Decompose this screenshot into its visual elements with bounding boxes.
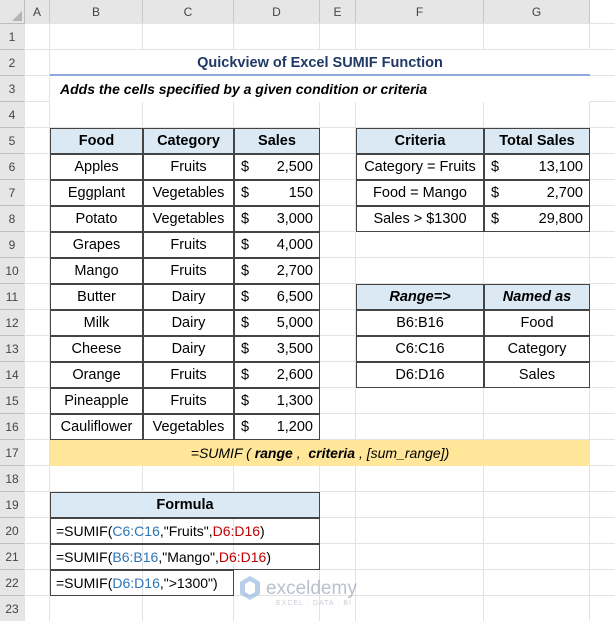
exceldemy-logo-icon [236,572,386,608]
formula-token: D6:D16 [218,549,267,565]
watermark-brand: exceldemy [266,578,357,599]
formula-token: ,"Mango", [158,549,219,565]
syntax-range: range [254,445,293,461]
syntax-sum-range: [sum_range]) [366,445,450,461]
gridline [25,23,615,24]
row-header-9[interactable]: 9 [0,232,25,258]
formula-cell[interactable] [50,518,320,544]
row-header-23[interactable]: 23 [0,596,25,621]
food-cell[interactable]: Apples [50,154,143,180]
formula-cell[interactable] [50,544,320,570]
page-title: Quickview of Excel SUMIF Function [50,50,590,76]
sales-cell[interactable] [234,362,320,388]
sales-cell[interactable] [234,284,320,310]
food-cell[interactable]: Cauliflower [50,414,143,440]
range-table-header[interactable]: Range=> [356,284,484,310]
column-header-e[interactable]: E [320,0,356,24]
row-header-8[interactable]: 8 [0,206,25,232]
gridline [24,24,25,621]
category-cell[interactable]: Fruits [143,258,234,284]
category-cell[interactable]: Fruits [143,154,234,180]
row-header-2[interactable]: 2 [0,50,25,76]
formula-token: =SUMIF( [56,549,113,565]
formula-token: =SUMIF( [56,523,113,539]
sales-value: 150 [288,185,313,201]
row-header-16[interactable]: 16 [0,414,25,440]
sales-cell[interactable] [234,180,320,206]
food-table-header-category[interactable]: Category [143,128,234,154]
named-as-cell[interactable]: Category [484,336,590,362]
currency-symbol: $ [241,211,250,227]
formula-token: C6:C16 [112,523,160,539]
column-header-d[interactable]: D [234,0,320,24]
total-value: 13,100 [538,159,583,175]
currency-symbol: $ [491,159,500,175]
formula-token: D6:D16 [212,523,261,539]
sales-value: 2,700 [276,263,313,279]
range-table-header[interactable]: Named as [484,284,590,310]
sales-cell[interactable] [234,310,320,336]
currency-symbol: $ [241,263,250,279]
category-cell[interactable]: Fruits [143,232,234,258]
named-as-cell[interactable]: Food [484,310,590,336]
row-header-19[interactable]: 19 [0,492,25,518]
food-cell[interactable]: Pineapple [50,388,143,414]
currency-symbol: $ [491,185,500,201]
sales-cell[interactable] [234,206,320,232]
food-table-header-food[interactable]: Food [50,128,143,154]
criteria-cell[interactable]: Sales > $1300 [356,206,484,232]
formula-header[interactable]: Formula [50,492,320,518]
food-table-header-sales[interactable]: Sales [234,128,320,154]
row-header-22[interactable]: 22 [0,570,25,596]
sales-value: 5,000 [276,315,313,331]
sales-cell[interactable] [234,414,320,440]
row-header-13[interactable]: 13 [0,336,25,362]
currency-symbol: $ [241,159,250,175]
currency-symbol: $ [241,341,250,357]
currency-symbol: $ [241,237,250,253]
column-header-g[interactable]: G [484,0,590,24]
category-cell[interactable]: Fruits [143,362,234,388]
category-cell[interactable]: Vegetables [143,206,234,232]
named-as-cell[interactable]: Sales [484,362,590,388]
criteria-cell[interactable]: Food = Mango [356,180,484,206]
range-cell[interactable]: D6:D16 [356,362,484,388]
sumif-syntax [50,440,590,466]
currency-symbol: $ [241,367,250,383]
sales-value: 3,000 [276,211,313,227]
category-cell[interactable]: Vegetables [143,414,234,440]
row-header-17[interactable]: 17 [0,440,25,466]
category-cell[interactable]: Dairy [143,336,234,362]
row-header-1[interactable]: 1 [0,24,25,50]
total-value: 29,800 [538,211,583,227]
currency-symbol: $ [241,419,250,435]
formula-cell[interactable] [50,570,234,596]
formula-token: ) [260,523,265,539]
sales-value: 6,500 [276,289,313,305]
sales-value: 1,300 [276,393,313,409]
category-cell[interactable]: Vegetables [143,180,234,206]
currency-symbol: $ [241,393,250,409]
category-cell[interactable]: Dairy [143,284,234,310]
currency-symbol: $ [491,211,500,227]
range-cell[interactable]: C6:C16 [356,336,484,362]
column-header-f[interactable]: F [356,0,484,24]
formula-token: ,">1300") [159,575,218,591]
total-value: 2,700 [546,185,583,201]
total-sales-cell[interactable] [484,206,590,232]
food-cell[interactable]: Cheese [50,336,143,362]
food-cell[interactable]: Potato [50,206,143,232]
select-all-corner[interactable] [0,0,25,24]
syntax-criteria: criteria [308,445,356,461]
row-header-5[interactable]: 5 [0,128,25,154]
criteria-table-header[interactable]: Total Sales [484,128,590,154]
currency-symbol: $ [241,185,250,201]
sales-cell[interactable] [234,388,320,414]
syntax-separator: , [292,445,309,461]
food-cell[interactable]: Orange [50,362,143,388]
column-header-a[interactable]: A [25,0,50,24]
row-header-7[interactable]: 7 [0,180,25,206]
row-header-4[interactable]: 4 [0,102,25,128]
food-cell[interactable]: Eggplant [50,180,143,206]
row-header-21[interactable]: 21 [0,544,25,570]
food-cell[interactable]: Grapes [50,232,143,258]
formula-token: ) [266,549,271,565]
food-cell[interactable]: Milk [50,310,143,336]
formula-token: =SUMIF( [56,575,113,591]
row-header-14[interactable]: 14 [0,362,25,388]
total-sales-cell[interactable] [484,154,590,180]
sales-value: 4,000 [276,237,313,253]
food-cell[interactable]: Butter [50,284,143,310]
criteria-cell[interactable]: Category = Fruits [356,154,484,180]
formula-token: ,"Fruits", [159,523,213,539]
formula-token: D6:D16 [112,575,160,591]
formula-token: B6:B16 [112,549,159,565]
row-header-18[interactable]: 18 [0,466,25,492]
category-cell[interactable]: Fruits [143,388,234,414]
exceldemy-watermark [236,572,386,608]
syntax-separator: , [355,445,367,461]
criteria-table-header[interactable]: Criteria [356,128,484,154]
watermark-tagline: EXCEL · DATA · BI [276,600,352,607]
sales-value: 2,600 [276,367,313,383]
range-cell[interactable]: B6:B16 [356,310,484,336]
row-header-15[interactable]: 15 [0,388,25,414]
subtitle: Adds the cells specified by a given condition or criteria [50,76,590,102]
row-header-20[interactable]: 20 [0,518,25,544]
total-sales-cell[interactable] [484,180,590,206]
sales-cell[interactable] [234,336,320,362]
row-header-10[interactable]: 10 [0,258,25,284]
currency-symbol: $ [241,289,250,305]
category-cell[interactable]: Dairy [143,310,234,336]
sales-value: 1,200 [276,419,313,435]
sales-cell[interactable] [234,232,320,258]
row-header-6[interactable]: 6 [0,154,25,180]
syntax-prefix: =SUMIF ( [190,445,255,461]
sales-cell[interactable] [234,258,320,284]
row-header-12[interactable]: 12 [0,310,25,336]
row-header-11[interactable]: 11 [0,284,25,310]
sales-value: 3,500 [276,341,313,357]
sales-value: 2,500 [276,159,313,175]
row-header-3[interactable]: 3 [0,76,25,102]
column-header-b[interactable]: B [50,0,143,24]
column-header-c[interactable]: C [143,0,234,24]
currency-symbol: $ [241,315,250,331]
food-cell[interactable]: Mango [50,258,143,284]
sales-cell[interactable] [234,154,320,180]
